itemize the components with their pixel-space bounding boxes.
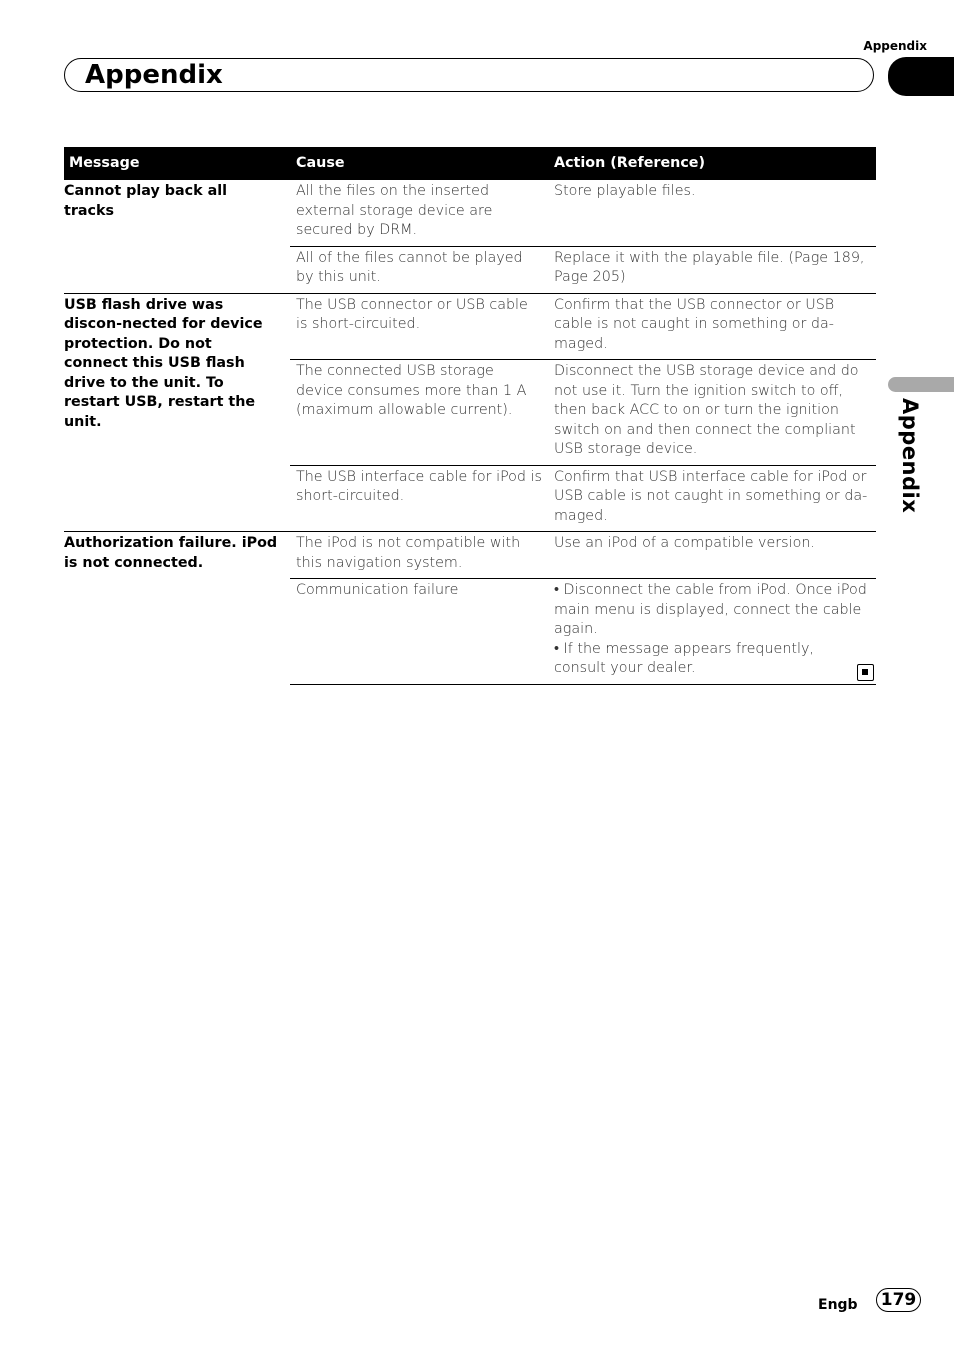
action-cell: [548, 532, 876, 579]
cause-cell: Communication failure: [290, 579, 548, 685]
page-number: 179: [876, 1288, 921, 1312]
table-row: [64, 180, 876, 246]
action-cell: [548, 465, 876, 532]
action-text: Store playable files.: [554, 183, 696, 199]
section-title-box: [64, 58, 874, 92]
cause-cell: All the files on the inserted external storage device are secured by DRM.: [296, 183, 493, 238]
action-text: • If the message appears frequently, consult your dealer.: [554, 640, 814, 676]
action-text: Replace it with the playable file. (Page 189, Page 205): [554, 249, 865, 285]
action-text: Confirm that the USB connector or USB cable is not caught in something or da-maged.: [554, 296, 835, 352]
action-text: • Disconnect the cable from iPod. Once iPod main menu is displayed, connect the cable again.: [554, 582, 867, 637]
footer-language: Engb: [818, 1297, 858, 1313]
table-row: [64, 293, 876, 360]
running-head: Appendix: [863, 39, 927, 53]
cause-cell: The USB connector or USB cable is short-circuited.: [290, 293, 548, 360]
end-of-section-icon: [857, 664, 874, 681]
action-cell: [548, 180, 876, 246]
message-cell: Authorization failure. iPod is not connected.: [64, 532, 290, 685]
table-header-row: [64, 147, 876, 180]
cause-cell: All of the files cannot be played by this unit.: [290, 246, 548, 293]
section-title: Appendix: [85, 60, 223, 90]
error-message-table: [64, 147, 876, 685]
action-text: Disconnect the USB storage device and do not use it. Turn the ignition switch to off, then back ACC to on or turn the ignition switch on and then connect the compliant USB storage device.: [554, 363, 859, 457]
action-cell: [548, 360, 876, 466]
cause-cell: The USB interface cable for iPod is short-circuited.: [290, 465, 548, 532]
column-header-action: Action (Reference): [548, 147, 876, 180]
side-section-label: Appendix: [898, 398, 922, 514]
column-header-message: Message: [64, 147, 290, 180]
column-header-cause: Cause: [290, 147, 548, 180]
section-tab-marker: [888, 57, 954, 96]
message-cell: Cannot play back all tracks: [64, 183, 228, 219]
action-cell: [548, 293, 876, 360]
action-cell: [548, 246, 876, 293]
side-tab-marker: [888, 377, 954, 392]
action-text: Confirm that USB interface cable for iPod or USB cable is not caught in something or da-maged.: [554, 468, 868, 524]
table-row: [64, 532, 876, 579]
cause-cell: The iPod is not compatible with this navigation system.: [290, 532, 548, 579]
cause-cell: The connected USB storage device consumes more than 1 A (maximum allowable current).: [290, 360, 548, 466]
message-cell: USB flash drive was discon-nected for device protection. Do not connect this USB flash drive to the unit. To restart USB, restart the unit.: [64, 293, 290, 532]
action-text: Use an iPod of a compatible version.: [554, 535, 815, 551]
action-cell: [548, 579, 876, 685]
